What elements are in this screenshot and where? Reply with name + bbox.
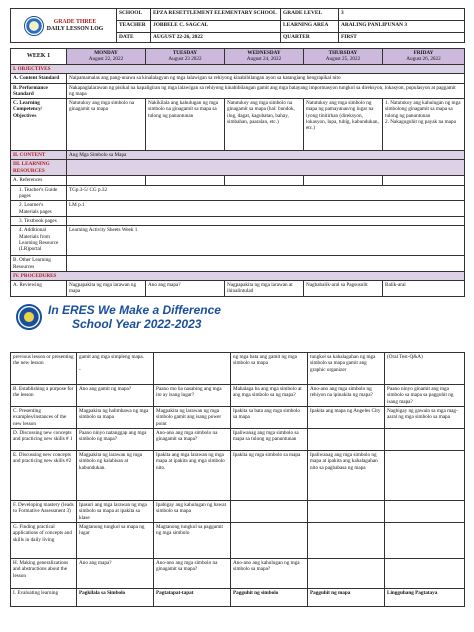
row-label: I. Evaluating learning	[11, 589, 77, 607]
row-cell	[308, 523, 385, 559]
row-cell	[385, 429, 465, 451]
row-cell: Magtanong tungkol sa mapa ng lugar	[77, 523, 154, 559]
empty-cell	[146, 176, 225, 185]
row-cell	[385, 501, 465, 523]
row-label: D. Discussing new concepts and practicing new skills # 1	[11, 429, 77, 451]
row-label: previous lesson or presenting the new lesson	[11, 353, 77, 385]
date-value: AUGUST 22-26, 2022	[151, 33, 281, 43]
teachers-guide-label: 1. Teacher's Guide pages	[11, 185, 67, 201]
row-cell: Ano ang mapa?	[77, 559, 154, 589]
row-cell	[231, 523, 308, 559]
page-one	[10, 8, 464, 296]
day-date: August 22, 2022	[88, 56, 124, 63]
row-cell	[385, 523, 465, 559]
row-cell	[308, 429, 385, 451]
teacher-label: TEACHER	[117, 21, 151, 33]
row-cell: tungkol sa kahalagahan ng mga simbolo sa mapa gamit ang graphic organizer	[308, 353, 385, 385]
row-cell: Lingguhang Pagtataya	[385, 589, 465, 607]
quarter-value: FIRST	[339, 33, 465, 43]
procedures-heading: IV. PROCEDURES	[11, 271, 465, 280]
day-header-monday	[67, 49, 146, 65]
reviewing-thursday: Nagbabalik-aral sa Pagsusulit	[304, 281, 383, 297]
day-header-thursday	[304, 49, 383, 65]
day-name: FRIDAY	[413, 50, 434, 56]
row-label: F. Developing mastery (leads to Formative Assessment 3)	[11, 501, 77, 523]
additional-materials-value: Learning Activity Sheets Week 1	[67, 226, 465, 256]
row-cell: (Oral Test-Q&A)	[385, 353, 465, 385]
reviewing-tuesday: Ano ang mapa?	[146, 281, 225, 297]
row-cell: Nagbigay ng gawain sa mga mag-aaral ng mga simbolo sa mapa	[385, 407, 465, 429]
row-cell	[385, 451, 465, 501]
row-cell: Magpakita ng halimbawa ng mga simbolo sa mapa	[77, 407, 154, 429]
row-label: C. Presenting examples/instances of the new lesson	[11, 407, 77, 429]
row-cell: Magtanong tungkol sa paggamit ng mga simbolo	[154, 523, 231, 559]
grade-level-label: GRADE LEVEL	[281, 9, 339, 21]
school-label: SCHOOL	[117, 9, 151, 21]
school-logo-icon	[16, 304, 42, 330]
deped-seal-icon	[24, 16, 44, 36]
header-logo-cell	[11, 9, 117, 43]
learners-materials-value: LM p.1	[67, 201, 465, 217]
row-cell	[385, 559, 465, 589]
other-resources-label: B. Other Learning Resources	[11, 256, 67, 272]
reviewing-wednesday: Nagpapakita ng mga larawan at ihinalintulad	[225, 281, 304, 297]
week-label: WEEK 1	[11, 49, 67, 65]
learning-area-value: ARALING PANLIPUNAN 3	[339, 21, 465, 33]
row-cell	[308, 559, 385, 589]
reviewing-label: A. Reviewing	[11, 281, 67, 297]
header-table	[10, 8, 465, 43]
row-cell: Pagguhit ng mapa	[308, 589, 385, 607]
content-standard-value: Naipamamalas ang pang-unawa sa kinalalagyan ng mga lalawigan sa rehiyong kinabibilangan ayon sa katangiang heograpikal nito	[67, 74, 465, 83]
day-name: MONDAY	[94, 50, 118, 56]
learning-area-label: LEARNING AREA	[281, 21, 339, 33]
row-cell: Magpakita ng larawan ng mga simbolo gamit ang isang power point	[154, 407, 231, 429]
competency-wednesday: Natutukoy ang mga simbolo na ginagamit sa mapa (hal: bundok, ilog, dagat, kagubatan, bahay, simbahan, paaralan, etc.)	[225, 99, 304, 151]
learning-resources-label: III. LEARNING RESOURCES	[11, 160, 67, 176]
row-cell: Ipaliwanag ang mga simbolo ng mapa at ipakita ang kahalagahan nito sa pagbabasa ng mapa	[308, 451, 385, 501]
row-label: E. Discussing new concepts and practicing new skills #2	[11, 451, 77, 501]
row-label: G. Finding practical applications of concepts and skills in daily living	[11, 523, 77, 559]
objectives-heading: I. OBJECTIVES	[11, 65, 465, 74]
header-title-line2: DAILY LESSON LOG	[46, 25, 104, 32]
row-cell	[231, 501, 308, 523]
textbook-value	[67, 216, 465, 225]
school-value: EPZA RESETTLEMENT ELEMENTARY SCHOOL	[151, 9, 281, 21]
row-cell: Ano-ano ang mga simbolo ng rehiyon na ipinakita ng mapa?	[308, 385, 385, 407]
reviewing-friday: Balik-aral	[383, 281, 465, 297]
row-cell: Pagkilala sa Simbolo	[77, 589, 154, 607]
reviewing-monday: Nagpapakita ng mga larawan ng mapa	[67, 281, 146, 297]
row-cell: Pagtatapat-tapat	[154, 589, 231, 607]
row-cell: Mahalaga ba ang mga simbolo at ang mga simbolo sa ng mapa?	[231, 385, 308, 407]
row-cell	[154, 353, 231, 385]
empty-cell	[383, 176, 465, 185]
performance-standard-label: B. Performance Standard	[11, 83, 67, 99]
row-cell: Paano mo ba nasabing ang mga ito ay isang lugar?	[154, 385, 231, 407]
day-date: August 23 2022	[168, 56, 202, 63]
row-cell: ng mga bata ang gamit ng mga simbolo sa mapa	[231, 353, 308, 385]
day-name: THURSDAY	[328, 50, 358, 56]
school-banner	[14, 302, 454, 334]
textbook-label: 3. Textbook pages	[11, 216, 67, 225]
row-label: H. Making generalizations and abstractions about the lesson	[11, 559, 77, 589]
row-cell	[308, 501, 385, 523]
empty-cell	[225, 176, 304, 185]
grade-level-value: 3	[339, 9, 465, 21]
competency-tuesday: Nakikilala ang kahulugan ng mga simbolo na ginagamit sa mapa sa tulong ng panuntunan	[146, 99, 225, 151]
procedures-table	[10, 352, 465, 607]
row-cell: gamit ang mga simpleng mapa. -	[77, 353, 154, 385]
row-cell: Ipabigay ang kahulugan ng bawat simbolo sa mapa	[154, 501, 231, 523]
row-cell: Paano ninyo ginamit ang mga simbolo sa mapa sa pagguhit ng isang mapa?	[385, 385, 465, 407]
learners-materials-label: 2. Learner's Materials pages	[11, 201, 67, 217]
lesson-log-table	[10, 48, 465, 297]
performance-standard-value: Nakapaglalarawan ng pisikal na kapaligiran ng mga lalawigan sa rehiyong kinabibilangan gamit ang mga batayang impormasyon tungkol sa direksyon, lokasyon, populasyon at paggamit ng mapa	[67, 83, 465, 99]
banner-line1: In ERES We Make a Difference	[48, 303, 221, 317]
references-label: A. References	[11, 176, 67, 185]
row-cell: Ipakita ang mapa ng Angeles City	[308, 407, 385, 429]
page-two	[10, 352, 464, 630]
day-header-tuesday	[146, 49, 225, 65]
content-label: II. CONTENT	[11, 151, 67, 160]
banner-line2: School Year 2022-2023	[72, 317, 202, 331]
empty-cell	[304, 176, 383, 185]
competency-monday: Natutukoy ang mga simbolo na ginagamit sa mapa	[67, 99, 146, 151]
day-name: TUESDAY	[172, 50, 198, 56]
quarter-label: QUARTER	[281, 33, 339, 43]
day-date: August 26, 2022	[406, 56, 441, 63]
row-cell: Ipakita ang mga larawan ng mga mapa at ipakita ang mga simbolo nito.	[154, 451, 231, 501]
competency-friday: 1. Natutukoy ang kahulugan ng mga simbolong ginagamit sa mapa sa tulong ng panuntunan 2. Nakaguguhit ng payak na mapa	[383, 99, 465, 151]
row-cell: Magpakita ng larawan ng mga simbolo ng kalabisan at kabundukan.	[77, 451, 154, 501]
row-cell: Paano ninyo natanggap ang mga simbolo ng mapa?	[77, 429, 154, 451]
row-label: B. Establishing a purpose for the lesson	[11, 385, 77, 407]
teachers-guide-value: TGp.3-5/ CG p.32	[67, 185, 465, 201]
row-cell: Ano-ano ang kahulugan ng mga simbolo sa mapa?	[231, 559, 308, 589]
date-label: DATE	[117, 33, 151, 43]
row-cell: Pagguhit ng simbolo	[231, 589, 308, 607]
teacher-value: JOBBELE C. SAGCAL	[151, 21, 281, 33]
day-date: August 25, 2022	[325, 56, 361, 63]
competency-label: C. Learning Competency/ Objectives	[11, 99, 67, 151]
row-cell: Ipasuri ang mga larawan ng mga simbolo sa mapa at ipakita sa klase	[77, 501, 154, 523]
content-value: Ang Mga Simbolo sa Mapa	[67, 151, 465, 160]
day-name: WEDNESDAY	[247, 50, 281, 56]
row-cell: Ipakita ng mga simbolo sa mapa	[231, 451, 308, 501]
content-standard-label: A. Content Standard	[11, 74, 67, 83]
day-header-wednesday	[225, 49, 304, 65]
day-header-friday	[383, 49, 465, 65]
header-title-line1: GRADE THREE	[53, 19, 97, 26]
row-cell: Ipakita sa bata ang mga simbolo sa mapa	[231, 407, 308, 429]
other-resources-value	[67, 256, 465, 272]
competency-thursday: Natutukoy ang mga simbolo ng mapa ng pamayanan/ng lugar na iyong tinitirhan (direksyon, lokasyon, lupa, tubig, kabundukan, etc.)	[304, 99, 383, 151]
day-date: August 24, 2022	[246, 56, 282, 63]
row-cell: Ano ang gamit ng mapa?	[77, 385, 154, 407]
additional-materials-label: 4. Additional Materials from Learning Resource (LR)portal	[11, 226, 67, 256]
row-cell: Ipaliwanag ang mga simbolo sa mapa sa tulong ng panuntunan	[231, 429, 308, 451]
row-cell: Ano-ano ang mga simbolo na ginagamit sa mapa?	[154, 429, 231, 451]
empty-cell	[67, 176, 146, 185]
learning-resources-value	[67, 160, 465, 176]
row-cell: Ano-ano ang mga simbolo na ginagamit sa mapa?	[154, 559, 231, 589]
